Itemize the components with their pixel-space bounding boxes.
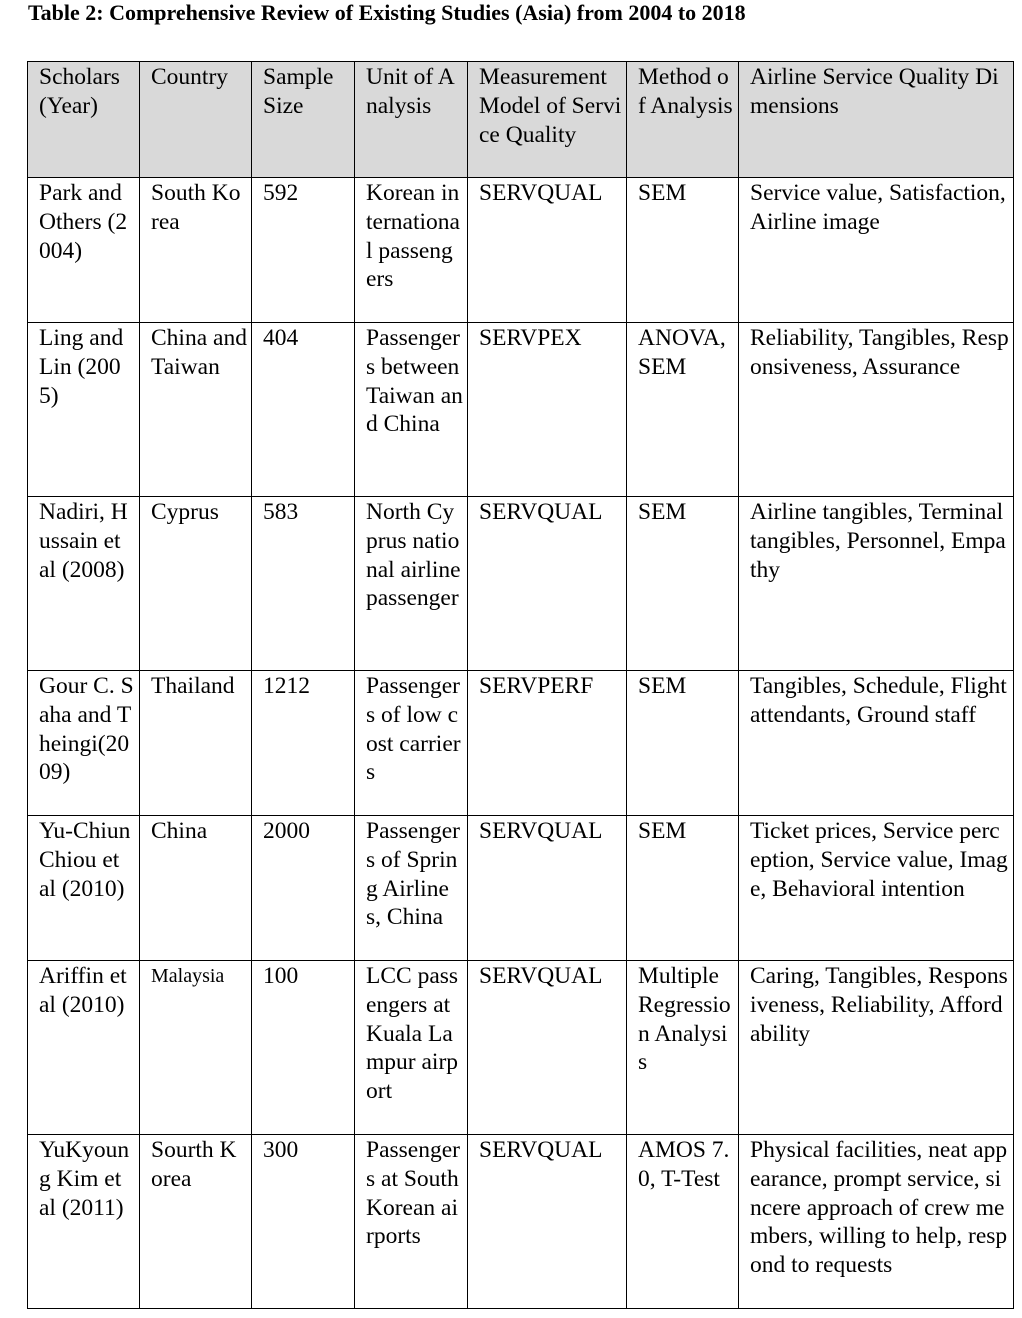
header-dimensions: Airline Service Quality Dimensions <box>739 62 1014 178</box>
header-unit-of-analysis: Unit of Analysis <box>355 62 468 178</box>
header-sample-size: Sample Size <box>252 62 355 178</box>
cell-sample-size: 1212 <box>252 671 355 816</box>
cell-dimensions: Ticket prices, Service perception, Service value, Image, Behavioral intention <box>739 816 1014 961</box>
cell-measurement-model: SERVQUAL <box>468 1135 627 1309</box>
cell-unit-of-analysis: Korean international passengers <box>355 178 468 323</box>
cell-method-of-analysis: SEM <box>627 497 739 671</box>
cell-country: Thailand <box>140 671 252 816</box>
cell-scholars: Nadiri, Hussain et al (2008) <box>28 497 140 671</box>
cell-dimensions: Reliability, Tangibles, Responsiveness, Assurance <box>739 323 1014 497</box>
cell-method-of-analysis: ANOVA, SEM <box>627 323 739 497</box>
review-table <box>27 61 1014 1309</box>
cell-unit-of-analysis: Passengers at South Korean airports <box>355 1135 468 1309</box>
cell-country: Cyprus <box>140 497 252 671</box>
cell-dimensions: Tangibles, Schedule, Flight attendants, Ground staff <box>739 671 1014 816</box>
cell-sample-size: 592 <box>252 178 355 323</box>
cell-dimensions: Caring, Tangibles, Responsiveness, Reliability, Affordability <box>739 961 1014 1135</box>
cell-country: China <box>140 816 252 961</box>
cell-sample-size: 404 <box>252 323 355 497</box>
cell-method-of-analysis: SEM <box>627 816 739 961</box>
cell-unit-of-analysis: Passengers between Taiwan and China <box>355 323 468 497</box>
cell-country: Sourth Korea <box>140 1135 252 1309</box>
cell-measurement-model: SERVPERF <box>468 671 627 816</box>
cell-scholars: Park and Others (2004) <box>28 178 140 323</box>
cell-measurement-model: SERVPEX <box>468 323 627 497</box>
cell-dimensions: Service value, Satisfaction, Airline image <box>739 178 1014 323</box>
table-caption: Table 2: Comprehensive Review of Existing Studies (Asia) from 2004 to 2018 <box>28 0 746 25</box>
cell-country: South Korea <box>140 178 252 323</box>
cell-sample-size: 300 <box>252 1135 355 1309</box>
cell-unit-of-analysis: Passengers of low cost carriers <box>355 671 468 816</box>
cell-scholars: Ling and Lin (2005) <box>28 323 140 497</box>
table-row <box>28 178 1014 323</box>
header-country: Country <box>140 62 252 178</box>
cell-measurement-model: SERVQUAL <box>468 961 627 1135</box>
cell-measurement-model: SERVQUAL <box>468 816 627 961</box>
table-row <box>28 497 1014 671</box>
table-row <box>28 961 1014 1135</box>
cell-sample-size: 2000 <box>252 816 355 961</box>
table-row <box>28 816 1014 961</box>
header-scholars: Scholars (Year) <box>28 62 140 178</box>
cell-method-of-analysis: SEM <box>627 178 739 323</box>
header-measurement-model: Measurement Model of Service Quality <box>468 62 627 178</box>
cell-method-of-analysis: Multiple Regression Analysis <box>627 961 739 1135</box>
cell-sample-size: 583 <box>252 497 355 671</box>
cell-scholars: YuKyoung Kim et al (2011) <box>28 1135 140 1309</box>
header-method-of-analysis: Method of Analysis <box>627 62 739 178</box>
cell-country: Malaysia <box>140 961 252 1135</box>
cell-scholars: Yu-ChiunChiou et al (2010) <box>28 816 140 961</box>
cell-method-of-analysis: SEM <box>627 671 739 816</box>
cell-measurement-model: SERVQUAL <box>468 178 627 323</box>
table-row <box>28 671 1014 816</box>
cell-country: China and Taiwan <box>140 323 252 497</box>
cell-dimensions: Physical facilities, neat appearance, prompt service, sincere approach of crew members, willing to help, respond to requests <box>739 1135 1014 1309</box>
cell-measurement-model: SERVQUAL <box>468 497 627 671</box>
cell-unit-of-analysis: LCC passengers at Kuala Lampur airport <box>355 961 468 1135</box>
cell-dimensions: Airline tangibles, Terminal tangibles, Personnel, Empathy <box>739 497 1014 671</box>
table-row <box>28 1135 1014 1309</box>
header-row <box>28 62 1014 178</box>
cell-method-of-analysis: AMOS 7.0, T-Test <box>627 1135 739 1309</box>
cell-scholars: Ariffin et al (2010) <box>28 961 140 1135</box>
table-row <box>28 323 1014 497</box>
cell-unit-of-analysis: North Cyprus national airline passenger <box>355 497 468 671</box>
cell-sample-size: 100 <box>252 961 355 1135</box>
cell-unit-of-analysis: Passengers of Spring Airlines, China <box>355 816 468 961</box>
cell-scholars: Gour C. Saha and Theingi(2009) <box>28 671 140 816</box>
